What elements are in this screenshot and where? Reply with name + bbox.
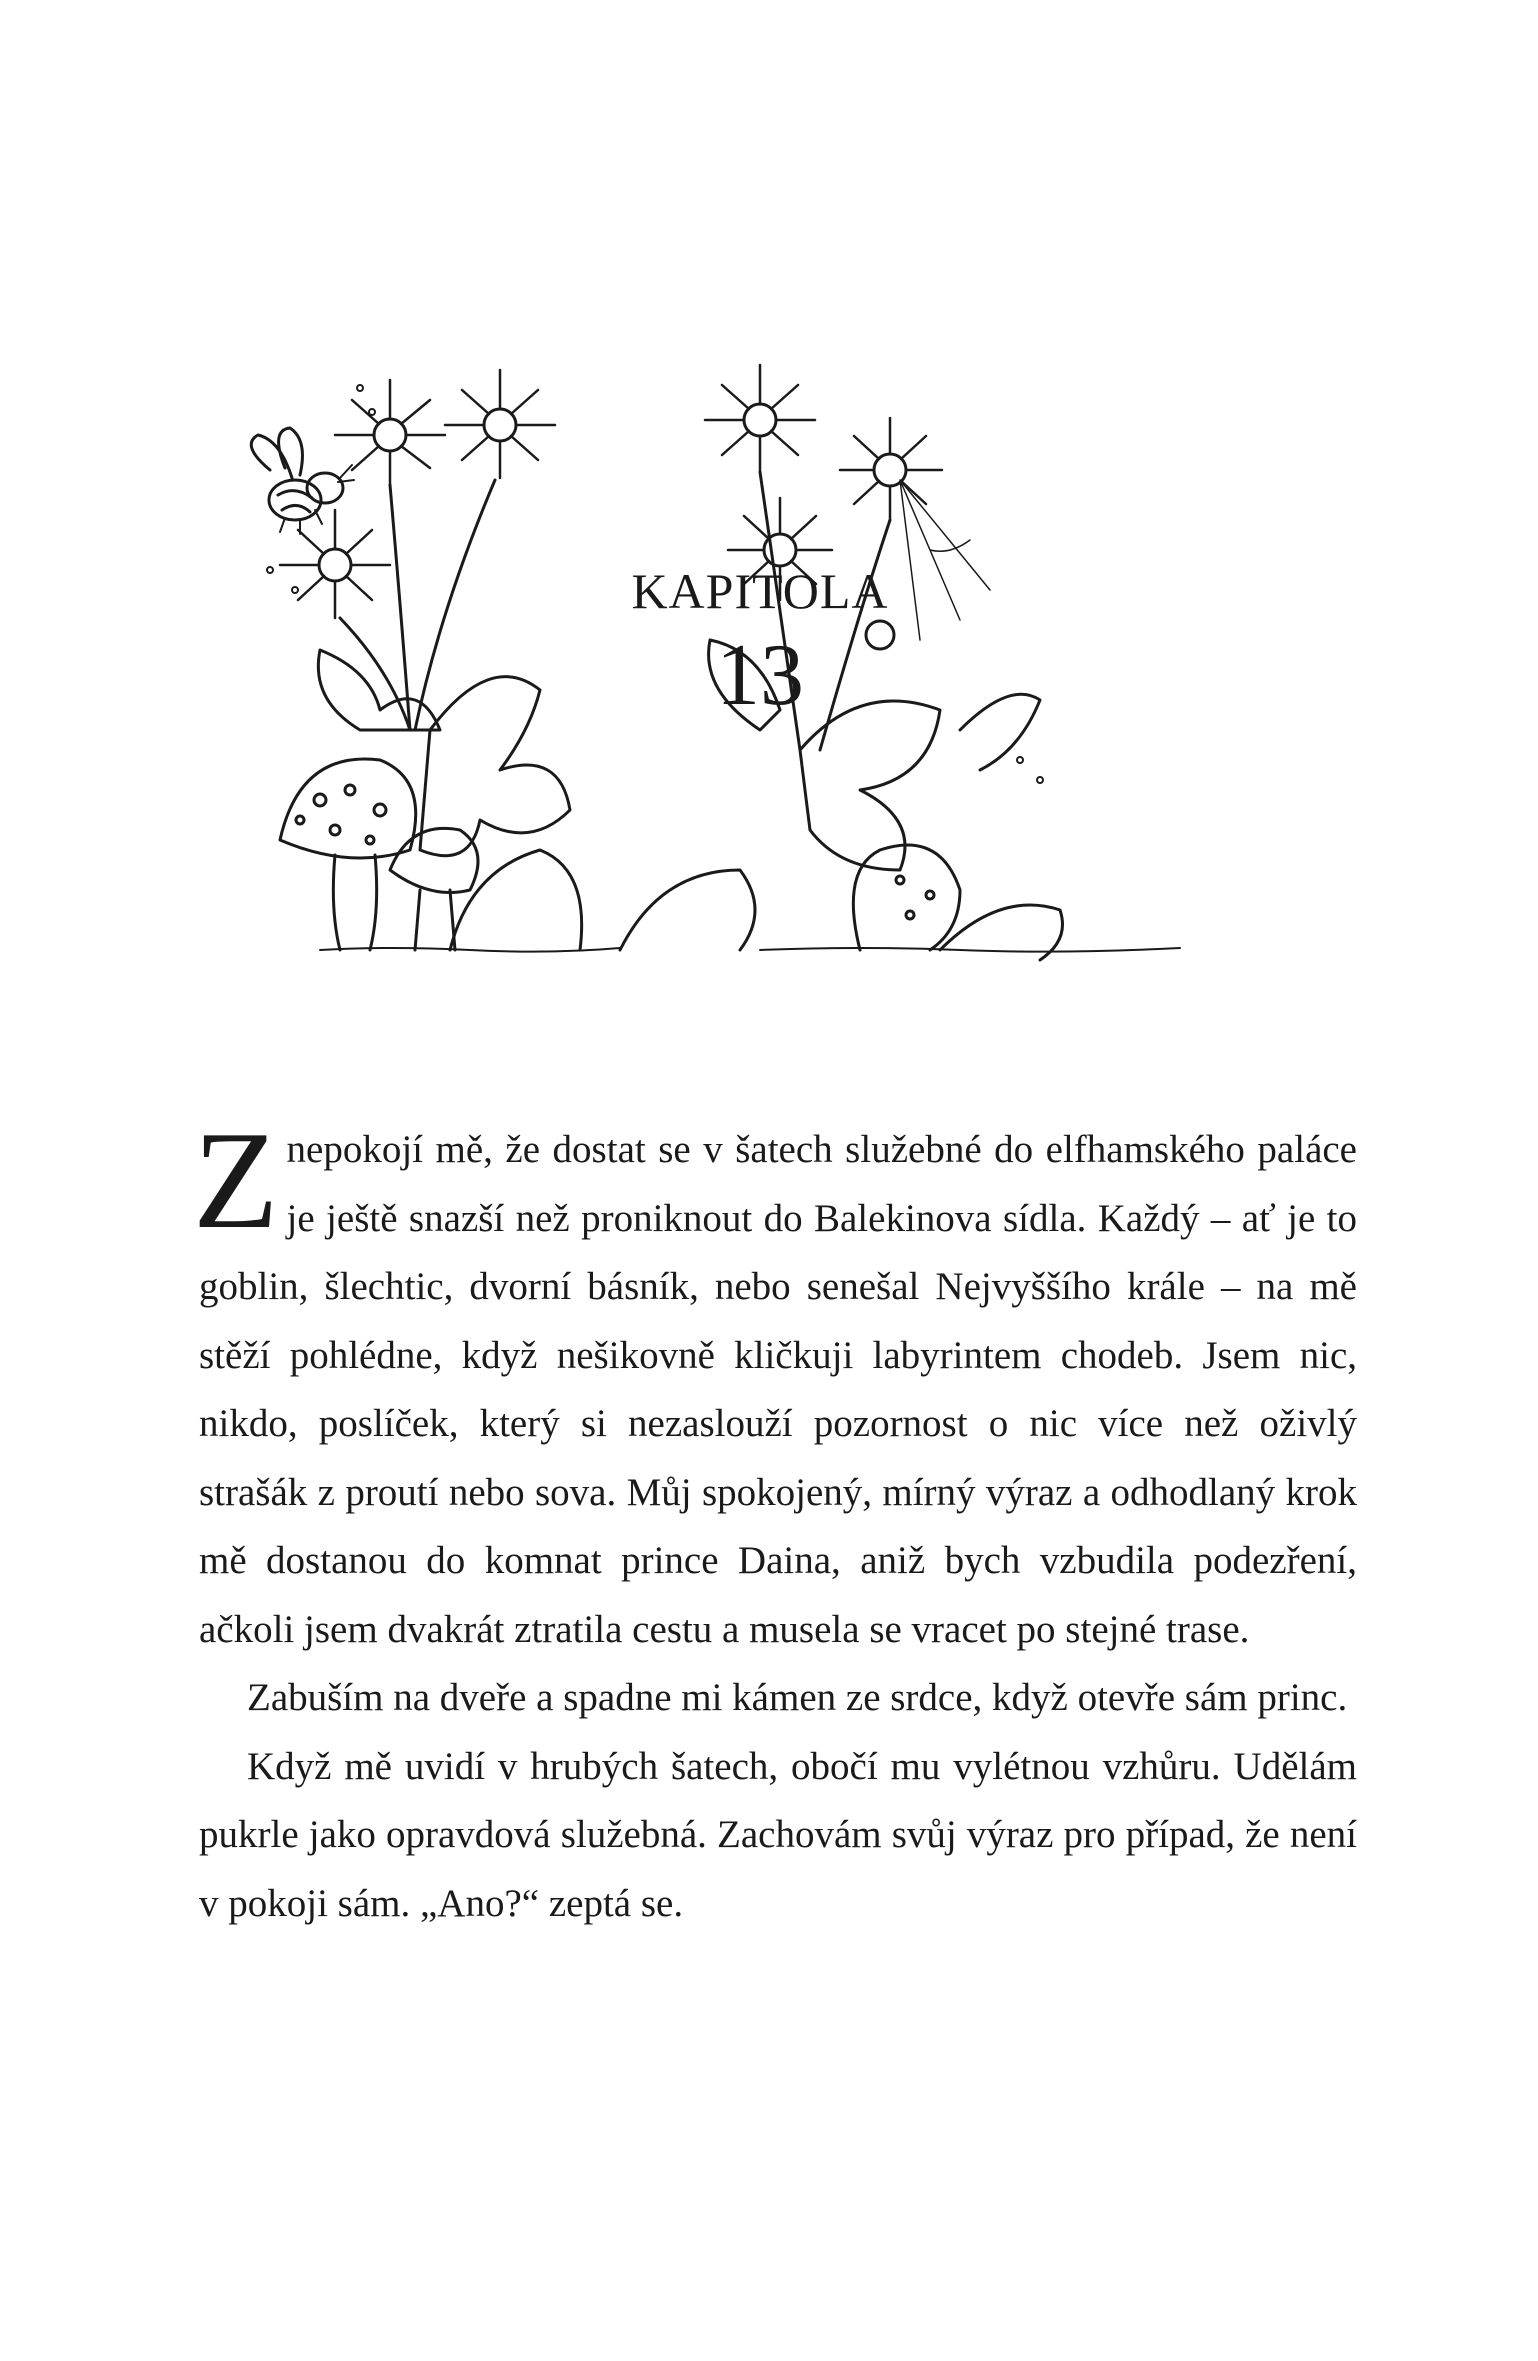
- chapter-number: 13: [716, 627, 804, 724]
- bee-icon: [251, 428, 354, 534]
- body-text: [193, 1103, 1357, 1938]
- paragraph-text: nepokojí mě, že dostat se v šatech služebné do elfhamského paláce je ještě snazší než proniknout do Balekinova sídla. Každý – ať je to goblin, šlechtic, dvorní básník, nebo senešal Nejvyššího krále – na mě stěží pohlédne, když nešikovně kličkuji labyrintem chodeb. Jsem nic, nikdo, poslíček, který si nezaslouží pozornost o nic více než oživlý strašák z proutí nebo sova. Můj spokojený, mírný výraz a odhodlaný krok mě dostanou do komnat prince Daina, aniž bych vzbudila podezření, ačkoli jsem dvakrát ztratila cestu a musela se vracet po stejné trase.: [199, 1128, 1357, 1651]
- drop-cap: Z: [193, 1103, 279, 1258]
- paragraph: Zabuším na dveře a spadne mi kámen ze srdce, když otevře sám princ.: [247, 1676, 1348, 1719]
- paragraph: [193, 1103, 1357, 1664]
- paragraph: Když mě uvidí v hrubých šatech, obočí mu vylétnou vzhůru. Udělám pukrle jako opravdová služebná. Zachovám svůj výraz pro případ, že není v pokoji sám. „Ano?“ zeptá se.: [199, 1744, 1357, 1925]
- chapter-label: KAPITOLA: [631, 563, 889, 619]
